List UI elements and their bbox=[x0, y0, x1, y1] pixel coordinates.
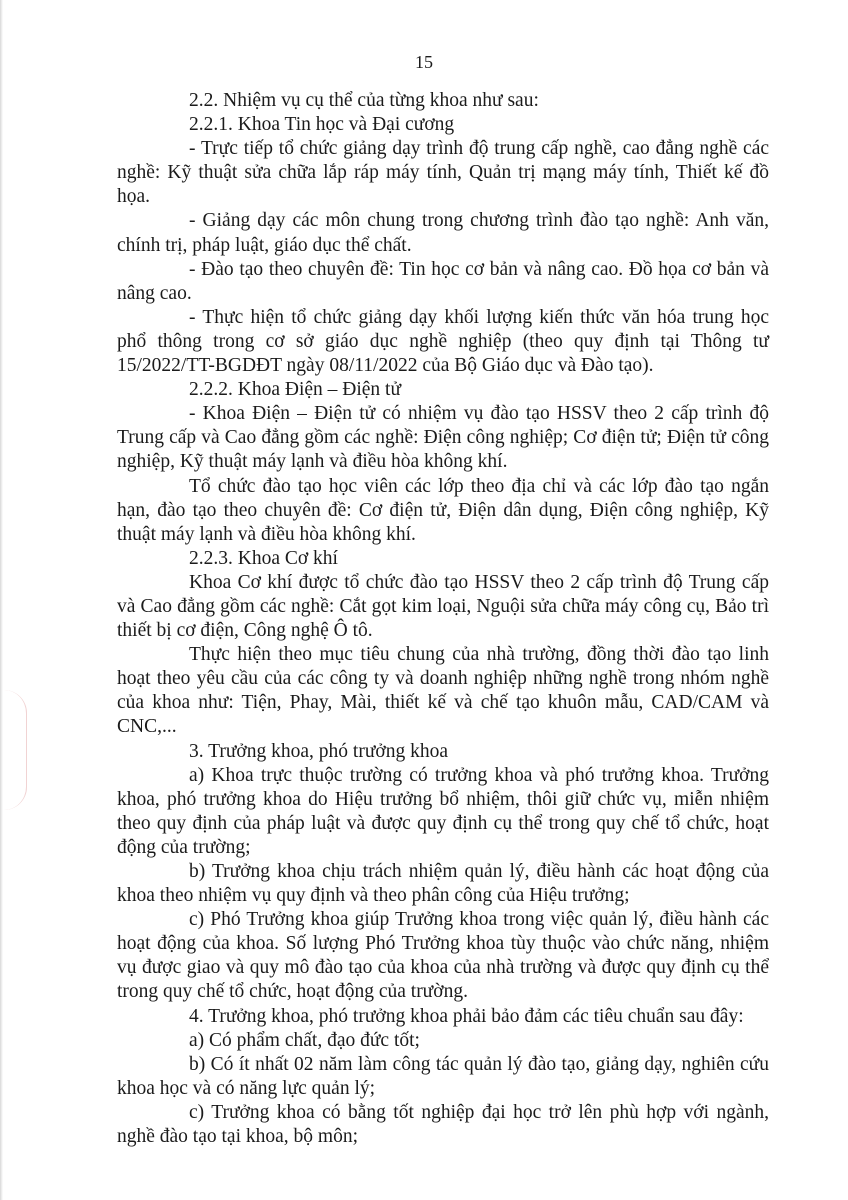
list-item: b) Trưởng khoa chịu trách nhiệm quản lý, điều hành các hoạt động của khoa theo nhiệm vụ quy định và theo phân công của Hiệu trưởng; bbox=[117, 861, 769, 907]
subsection-heading-2-2-2: 2.2.2. Khoa Điện – Điện tử bbox=[189, 379, 402, 401]
paragraph: - Khoa Điện – Điện tử có nhiệm vụ đào tạo HSSV theo 2 cấp trình độ Trung cấp và Cao đẳng gồm các nghề: Điện công nghiệp; Cơ điện tử; Điện tử công nghiệp, Kỹ thuật máy lạnh và điều hòa không khí. bbox=[117, 403, 769, 473]
paragraph: Tổ chức đào tạo học viên các lớp theo địa chỉ và các lớp đào tạo ngắn hạn, đào tạo theo chuyên đề: Cơ điện tử, Điện dân dụng, Điện công nghiệp, Kỹ thuật máy lạnh và điều hòa không khí. bbox=[117, 475, 769, 545]
paragraph: - Trực tiếp tổ chức giảng dạy trình độ trung cấp nghề, cao đẳng nghề các nghề: Kỹ thuật sửa chữa lắp ráp máy tính, Quản trị mạng máy tính, Thiết kế đồ họa. bbox=[117, 138, 769, 208]
subsection-heading-2-2-1: 2.2.1. Khoa Tin học và Đại cương bbox=[189, 114, 455, 136]
paragraph: - Giảng dạy các môn chung trong chương trình đào tạo nghề: Anh văn, chính trị, pháp luật, giáo dục thể chất. bbox=[117, 210, 769, 256]
page-number: 15 bbox=[415, 52, 433, 72]
list-item: c) Phó Trưởng khoa giúp Trưởng khoa trong việc quản lý, điều hành các hoạt động của khoa. Số lượng Phó Trưởng khoa tùy thuộc vào chức năng, nhiệm vụ được giao và quy mô đào tạo của khoa của nhà trường và được quy định cụ thể trong quy chế tổ chức, hoạt động của trường. bbox=[117, 909, 769, 1003]
subsection-heading-2-2-3: 2.2.3. Khoa Cơ khí bbox=[189, 547, 338, 569]
list-item: c) Trưởng khoa có bằng tốt nghiệp đại học trở lên phù hợp với ngành, nghề đào tạo tại khoa, bộ môn; bbox=[117, 1101, 769, 1148]
paragraph: Khoa Cơ khí được tổ chức đào tạo HSSV theo 2 cấp trình độ Trung cấp và Cao đẳng gồm các nghề: Cắt gọt kim loại, Nguội sửa chữa máy công cụ, Bảo trì thiết bị cơ điện, Công nghệ Ô tô. bbox=[117, 571, 769, 642]
list-item: a) Có phẩm chất, đạo đức tốt; bbox=[189, 1029, 420, 1051]
list-item: b) Có ít nhất 02 năm làm công tác quản lý đào tạo, giảng dạy, nghiên cứu khoa học và có năng lực quản lý; bbox=[117, 1053, 769, 1099]
paragraph: - Đào tạo theo chuyên đề: Tin học cơ bản và nâng cao. Đồ họa cơ bản và nâng cao. bbox=[117, 258, 769, 304]
section-heading-4: 4. Trưởng khoa, phó trưởng khoa phải bảo đảm các tiêu chuẩn sau đây: bbox=[189, 1005, 744, 1027]
document-body bbox=[117, 89, 769, 1149]
list-item: a) Khoa trực thuộc trường có trưởng khoa và phó trưởng khoa. Trưởng khoa, phó trưởng khoa do Hiệu trưởng bổ nhiệm, thôi giữ chức vụ, miễn nhiệm theo quy định của pháp luật và được quy định cụ thể trong quy chế tổ chức, hoạt động của trường; bbox=[117, 764, 769, 858]
paragraph: Thực hiện theo mục tiêu chung của nhà trường, đồng thời đào tạo linh hoạt theo yêu cầu của các công ty và doanh nghiệp những nghề trong nhóm nghề của khoa như: Tiện, Phay, Mài, thiết kế và chế tạo khuôn mẫu, CAD/CAM và CNC,... bbox=[117, 644, 769, 738]
scan-edge-shadow bbox=[0, 0, 3, 1200]
section-heading-2-2: 2.2. Nhiệm vụ cụ thể của từng khoa như sau: bbox=[189, 90, 539, 111]
section-heading-3: 3. Trưởng khoa, phó trưởng khoa bbox=[189, 740, 448, 762]
paragraph: - Thực hiện tổ chức giảng dạy khối lượng kiến thức văn hóa trung học phổ thông trong cơ sở giáo dục nghề nghiệp (theo quy định tại Thông tư 15/2022/TT-BGDĐT ngày 08/11/2022 của Bộ Giáo dục và Đào tạo). bbox=[117, 306, 769, 377]
faint-stamp-mark bbox=[4, 690, 27, 810]
